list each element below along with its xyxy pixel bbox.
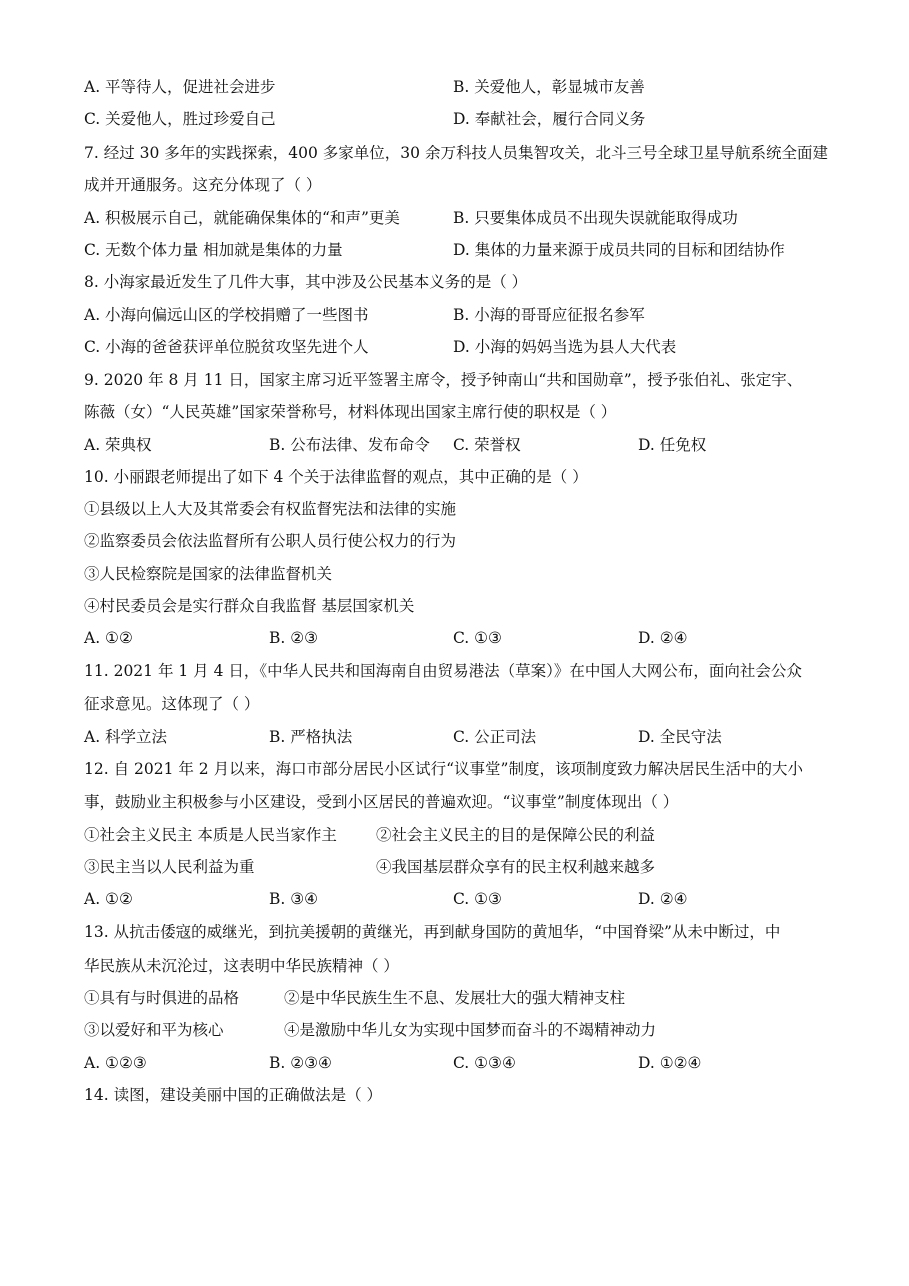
q8-option-a: A. 小海向偏远山区的学校捐赠了一些图书 xyxy=(84,306,369,324)
q13-option-c: C. ①③④ xyxy=(453,1054,516,1072)
q9-stem-line-2: 陈薇（女）“人民英雄”国家荣誉称号，材料体现出国家主席行使的职权是（ ） xyxy=(84,403,617,421)
q11-option-a: A. 科学立法 xyxy=(84,728,168,746)
q10-statement-1: ①县级以上人大及其常委会有权监督宪法和法律的实施 xyxy=(84,500,457,518)
q8-options-row-2 xyxy=(84,336,825,358)
q6-option-a: A. 平等待人，促进社会进步 xyxy=(84,78,276,96)
q12-statement-2: ②社会主义民主的目的是保障公民的利益 xyxy=(376,826,656,844)
q10-option-c: C. ①③ xyxy=(453,629,502,647)
q13-option-b: B. ②③④ xyxy=(269,1054,332,1072)
q13-statements-row-1 xyxy=(84,987,825,1009)
q13-statements-row-2 xyxy=(84,1019,825,1041)
q13-statement-4: ④是激励中华儿女为实现中国梦而奋斗的不竭精神动力 xyxy=(284,1021,657,1039)
q13-option-d: D. ①②④ xyxy=(638,1054,702,1072)
q13-statement-1: ①具有与时俱进的品格 xyxy=(84,989,240,1007)
q10-stem: 10. 小丽跟老师提出了如下 4 个关于法律监督的观点，其中正确的是（ ） xyxy=(84,468,588,486)
q10-statement-2: ②监察委员会依法监督所有公职人员行使公权力的行为 xyxy=(84,532,457,550)
q6-options-row-1 xyxy=(84,76,825,98)
q6-option-b: B. 关爱他人，彰显城市友善 xyxy=(453,78,645,96)
q12-option-c: C. ①③ xyxy=(453,890,502,908)
q9-option-b: B. 公布法律、发布命令 xyxy=(269,436,430,454)
q11-stem-line-2: 征求意见。这体现了（ ） xyxy=(84,695,260,713)
q10-statement-3: ③人民检察院是国家的法律监督机关 xyxy=(84,565,333,583)
q7-stem-line-2: 成并开通服务。这充分体现了（ ） xyxy=(84,176,322,194)
q11-option-c: C. 公正司法 xyxy=(453,728,537,746)
q12-statements-row-1 xyxy=(84,824,825,846)
q11-stem-line-1: 11. 2021 年 1 月 4 日，《中华人民共和国海南自由贸易港法（草案）》在中国人大网公布，面向社会公众 xyxy=(84,662,802,680)
q12-option-d: D. ②④ xyxy=(638,890,688,908)
q13-stem-line-1: 13. 从抗击倭寇的威继光，到抗美援朝的黄继光，再到献身国防的黄旭华，“中国脊梁”从未中断过，中 xyxy=(84,923,781,941)
q6-option-d: D. 奉献社会，履行合同义务 xyxy=(453,110,646,128)
q9-option-a: A. 荣典权 xyxy=(84,436,152,454)
q9-stem-line-1: 9. 2020 年 8 月 11 日，国家主席习近平签署主席令，授予钟南山“共和国勋章”，授予张伯礼、张定宇、 xyxy=(84,371,803,389)
q9-option-c: C. 荣誉权 xyxy=(453,436,521,454)
q10-option-b: B. ②③ xyxy=(269,629,319,647)
q6-options-row-2 xyxy=(84,108,825,130)
q7-option-c: C. 无数个体力量 相加就是集体的力量 xyxy=(84,241,343,259)
q7-stem-line-1: 7. 经过 30 多年的实践探索，400 多家单位，30 余万科技人员集智攻关，北斗三号全球卫星导航系统全面建 xyxy=(84,144,828,162)
q10-option-d: D. ②④ xyxy=(638,629,688,647)
q12-stem-line-2: 事，鼓励业主积极参与小区建设，受到小区居民的普遍欢迎。“议事堂”制度体现出（ ） xyxy=(84,793,679,811)
q12-options-row xyxy=(84,888,825,910)
q11-options-row xyxy=(84,726,825,748)
q13-statement-3: ③以爱好和平为核心 xyxy=(84,1021,224,1039)
q13-options-row xyxy=(84,1052,825,1074)
q9-option-d: D. 任免权 xyxy=(638,436,707,454)
q12-statement-4: ④我国基层群众享有的民主权利越来越多 xyxy=(376,858,656,876)
q6-option-c: C. 关爱他人，胜过珍爱自己 xyxy=(84,110,276,128)
q8-stem: 8. 小海家最近发生了几件大事，其中涉及公民基本义务的是（ ） xyxy=(84,273,528,291)
q13-option-a: A. ①②③ xyxy=(84,1054,147,1072)
q9-options-row xyxy=(84,434,825,456)
q10-option-a: A. ①② xyxy=(84,629,133,647)
q12-statement-1: ①社会主义民主 本质是人民当家作主 xyxy=(84,826,337,844)
q13-statement-2: ②是中华民族生生不息、发展壮大的强大精神支柱 xyxy=(284,989,626,1007)
q7-options-row-1 xyxy=(84,207,825,229)
q12-stem-line-1: 12. 自 2021 年 2 月以来，海口市部分居民小区试行“议事堂”制度，该项制度致力解决居民生活中的大小 xyxy=(84,760,803,778)
q7-option-d: D. 集体的力量来源于成员共同的目标和团结协作 xyxy=(453,241,785,259)
q10-options-row xyxy=(84,627,825,649)
q7-options-row-2 xyxy=(84,239,825,261)
q14-stem: 14. 读图，建设美丽中国的正确做法是（ ） xyxy=(84,1086,383,1104)
q12-statement-3: ③民主当以人民利益为重 xyxy=(84,858,255,876)
q8-option-b: B. 小海的哥哥应征报名参军 xyxy=(453,306,645,324)
q12-option-a: A. ①② xyxy=(84,890,133,908)
q13-stem-line-2: 华民族从未沉沦过，这表明中华民族精神（ ） xyxy=(84,957,399,975)
q7-option-a: A. 积极展示自己，就能确保集体的“和声”更美 xyxy=(84,209,400,227)
q8-option-c: C. 小海的爸爸获评单位脱贫攻坚先进个人 xyxy=(84,338,369,356)
q7-option-b: B. 只要集体成员不出现失误就能取得成功 xyxy=(453,209,738,227)
q11-option-d: D. 全民守法 xyxy=(638,728,722,746)
q12-statements-row-2 xyxy=(84,856,825,878)
q10-statement-4: ④村民委员会是实行群众自我监督 基层国家机关 xyxy=(84,597,415,615)
q12-option-b: B. ③④ xyxy=(269,890,319,908)
q8-option-d: D. 小海的妈妈当选为县人大代表 xyxy=(453,338,677,356)
q11-option-b: B. 严格执法 xyxy=(269,728,353,746)
q8-options-row-1 xyxy=(84,304,825,326)
